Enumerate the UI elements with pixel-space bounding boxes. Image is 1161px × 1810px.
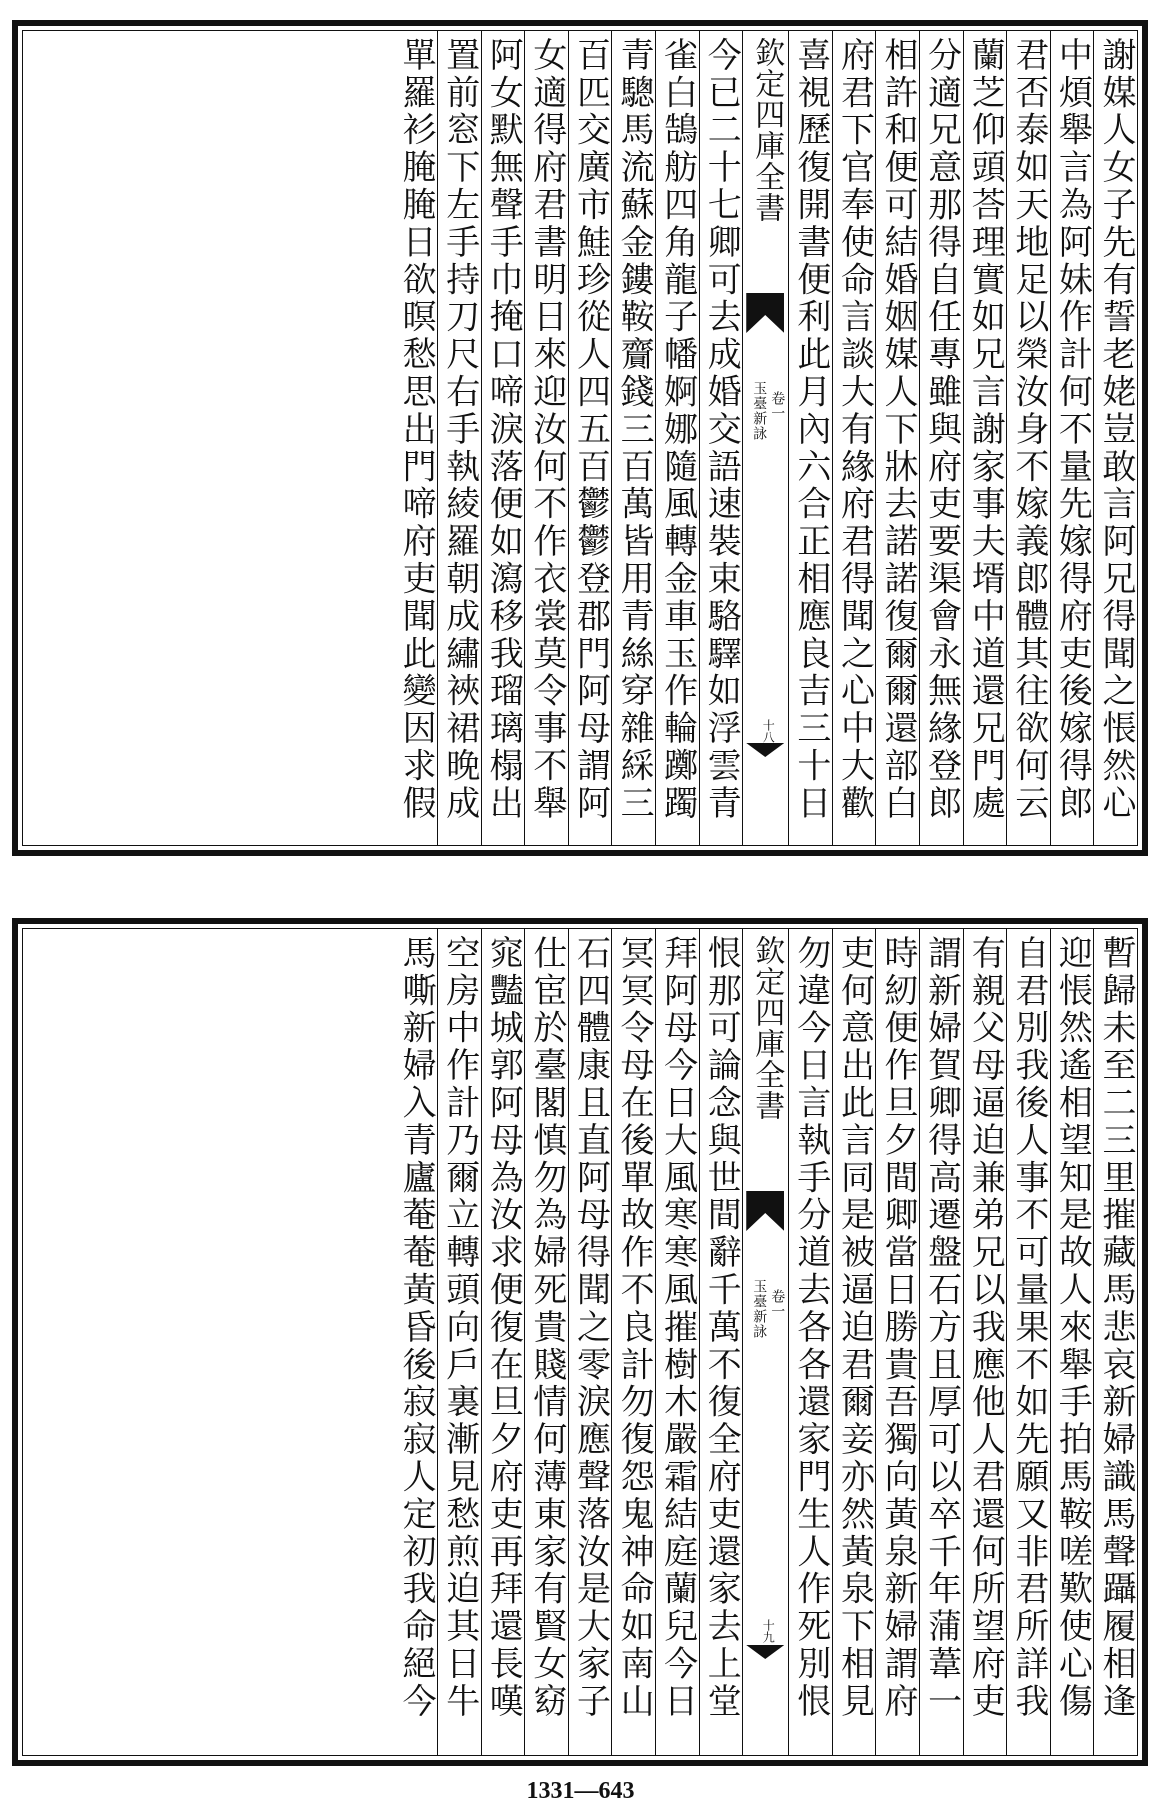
text-column: 吏何意出此言同是被逼迫君爾妾亦然黃泉下相見 — [832, 929, 876, 1755]
text-column: 迎悵然遙相望知是故人來舉手拍馬鞍嗟歎使心傷 — [1050, 929, 1094, 1755]
text-column: 單羅衫腌腌日欲暝愁思出門啼府吏聞此變因求假 — [396, 37, 437, 823]
text-column: 君否泰如天地足以榮汝身不嫁義郎體其往欲何云 — [1006, 31, 1050, 845]
lower-page-frame — [22, 928, 1138, 1756]
lower-page — [12, 918, 1148, 1766]
text-column: 自君別我後人事不可量果不如先願又非君所詳我 — [1006, 929, 1050, 1755]
text-column: 謝媒人女子先有誓老姥豈敢言阿兄得聞之悵然心 — [1093, 31, 1137, 845]
center-title: 欽定四庫全書 — [749, 935, 785, 1121]
fish-tail-mark — [746, 293, 784, 333]
text-column: 阿女默無聲手巾掩口啼淚落便如瀉移我瑠璃榻出 — [481, 31, 525, 845]
text-column: 勿違今日言執手分道去各各還家門生人作死別恨 — [788, 929, 832, 1755]
text-column: 謂新婦賀卿得高遷盤石方且厚可以卒千年蒲葦一 — [919, 929, 963, 1755]
text-column: 馬嘶新婦入青廬菴菴黃昏後寂寂人定初我命絕今 — [396, 935, 437, 1721]
center-folio: 十九 — [761, 1619, 776, 1643]
text-column: 女適得府君書明日來迎汝何不作衣裳莫令事不舉 — [524, 31, 568, 845]
center-fold-column — [742, 929, 788, 1755]
text-column: 時紉便作旦夕間卿當日勝貴吾獨向黃泉新婦謂府 — [875, 929, 919, 1755]
lower-fish-mark — [746, 1645, 784, 1659]
text-column: 府君下官奉使命言談大有緣府君得聞之心中大歡 — [832, 31, 876, 845]
center-book-title: 玉臺新詠 — [751, 381, 768, 441]
lower-page-columns — [23, 929, 1137, 1755]
center-book-title: 玉臺新詠 — [751, 1279, 768, 1339]
upper-page-frame — [22, 30, 1138, 846]
center-folio: 十八 — [761, 719, 776, 743]
text-column: 分適兄意那得自任專雖與府吏要渠會永無緣登郎 — [919, 31, 963, 845]
page-number-caption: 1331—643 — [526, 1778, 635, 1804]
text-column: 青驄馬流蘇金鏤鞍齎錢三百萬皆用青絲穿雜綵三 — [611, 31, 655, 845]
text-column: 仕宦於臺閣慎勿為婦死貴賤情何薄東家有賢女窈 — [524, 929, 568, 1755]
text-column: 窕豔城郭阿母為汝求便復在旦夕府吏再拜還長嘆 — [481, 929, 525, 1755]
center-fold-column — [742, 31, 788, 845]
text-column: 置前窓下左手持刀尺右手執綾羅朝成繡裌裙晚成 — [437, 31, 481, 845]
text-column: 石四體康且直阿母得聞之零淚應聲落汝是大家子 — [568, 929, 612, 1755]
text-column: 暫歸未至二三里摧藏馬悲哀新婦識馬聲躡履相逢 — [1093, 929, 1137, 1755]
text-column: 今已二十七卿可去成婚交語速裝束駱驛如浮雲青 — [699, 31, 743, 845]
text-column: 中煩舉言為阿妹作計何不量先嫁得府吏後嫁得郎 — [1050, 31, 1094, 845]
text-column: 喜視歷復開書便利此月內六合正相應良吉三十日 — [788, 31, 832, 845]
text-column: 有親父母逼迫兼弟兄以我應他人君還何所望府吏 — [963, 929, 1007, 1755]
text-column: 冥冥令母在後單故作不良計勿復怨鬼神命如南山 — [611, 929, 655, 1755]
text-column: 相許和便可結婚姻媒人下牀去諾諾復爾爾還部白 — [875, 31, 919, 845]
text-column: 蘭芝仰頭荅理實如兄言謝家事夫壻中道還兄門處 — [963, 31, 1007, 845]
text-column: 拜阿母今日大風寒寒風摧樹木嚴霜結庭蘭兒今日 — [655, 929, 699, 1755]
fish-tail-mark — [746, 1191, 784, 1231]
text-column: 雀白鵠舫四角龍子幡婀娜隨風轉金車玉作輪躑躅 — [655, 31, 699, 845]
upper-page-columns — [23, 31, 1137, 845]
center-volume: 卷一 — [769, 391, 786, 421]
upper-page — [12, 20, 1148, 856]
text-column: 空房中作計乃爾立轉頭向戶裏漸見愁煎迫其日牛 — [437, 929, 481, 1755]
center-volume: 卷一 — [769, 1289, 786, 1319]
center-title: 欽定四庫全書 — [749, 37, 785, 223]
text-column: 恨那可論念與世間辭千萬不復全府吏還家去上堂 — [699, 929, 743, 1755]
lower-fish-mark — [746, 743, 784, 757]
text-column: 百匹交廣市鮭珍從人四五百鬱鬱登郡門阿母謂阿 — [568, 31, 612, 845]
